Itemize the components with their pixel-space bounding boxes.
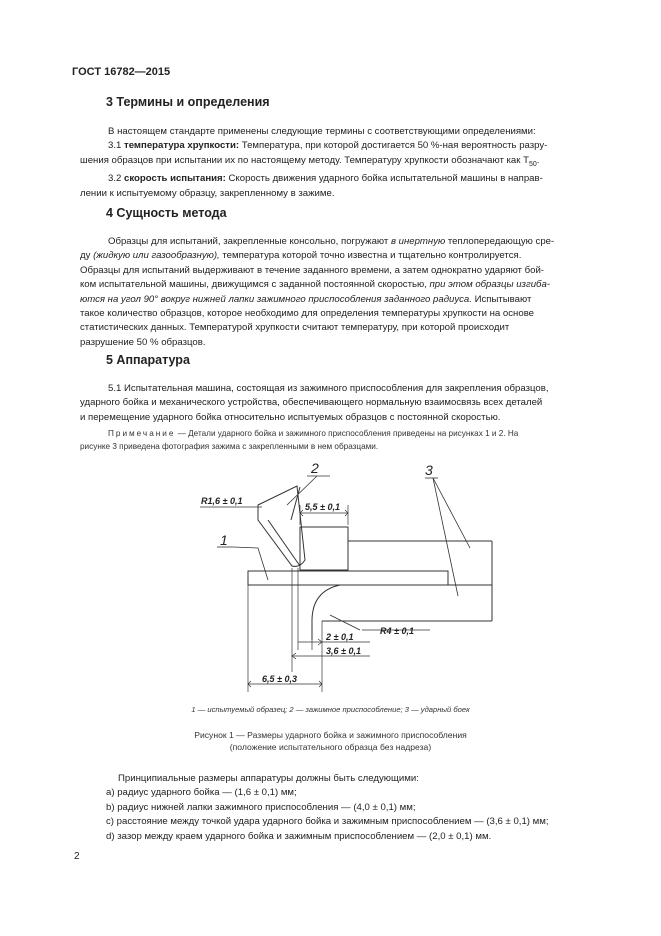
text-line: Образцы для испытаний выдерживают в течение заданного времени, а затем однократно ударяют бой- — [80, 264, 544, 276]
text-line: разрушение 50 % образцов. — [80, 336, 206, 348]
label-2: 2 — [311, 460, 319, 476]
section-3-body: В настоящем стандарте применены следующие термины с соответствующими определениями: 3.1 температура хрупкости: Температура, при которой достигается 50 %-ная вероятность разру- шения образцов при испытании их по настоящему методу. Температуру хрупкости обозначают как $T_{50}$. 3.2 скорость испытания: Скорость движения ударного бойка испытательной машины в направ- лении к испытуемому образцу, закрепленному в зажиме. — [80, 126, 548, 199]
list-item: a) радиус ударного бойка — (1,6 ± 0,1) мм; — [106, 787, 297, 799]
dim-6-5: 6,5 ± 0,3 — [262, 674, 297, 684]
note-label: Примечание — [108, 429, 176, 438]
dim-5-5: 5,5 ± 0,1 — [305, 502, 340, 512]
text-run: при этом образцы изгиба- — [429, 279, 550, 291]
dim-r4: R4 ± 0,1 — [380, 626, 414, 636]
leader-3b — [433, 478, 458, 596]
leader-1 — [233, 547, 268, 580]
section-5-title: 5 Аппаратура — [106, 353, 190, 367]
dimensions-list — [106, 772, 549, 844]
list-item: d) зазор между краем ударного бойка и зажимным приспособлением — (2,0 ± 0,1) мм. — [106, 830, 492, 842]
text-line: и перемещение ударного бойка относительно испытуемых образцов с постоянной скоростью. — [80, 411, 501, 423]
dim-2: 2 ± 0,1 — [326, 632, 354, 642]
text-run: Образцы для испытаний, закрепленные консольно, погружают — [108, 236, 391, 247]
section-5-body — [80, 382, 588, 425]
impact-blade — [258, 486, 305, 566]
term-number: 3.2 — [108, 173, 122, 185]
section-3-title: 3 Термины и определения — [106, 95, 270, 109]
term-text: лении к испытуемому образцу, закрепленному в зажиме. — [80, 187, 335, 199]
clamp-lower-foot-radius — [312, 585, 340, 621]
figure-caption-title: Рисунок 1 — Размеры ударного бойка и зажимного приспособления — [194, 730, 467, 740]
label-1: 1 — [220, 532, 228, 548]
section-4-title: 4 Сущность метода — [106, 206, 227, 220]
term-text: шения образцов при испытании их по настоящему методу. Температуру хрупкости обозначают как T — [80, 154, 529, 166]
list-item: c) расстояние между точкой удара ударного бойка и зажимным приспособлением — (3,6 ± 0,1) мм; — [106, 816, 549, 828]
term-name: скорость испытания: — [124, 173, 226, 185]
text-run: (жидкую или газообразную), — [93, 250, 220, 262]
figure-legend: 1 — испытуемый образец; 2 — зажимное приспособление; 3 — ударный боек — [191, 705, 470, 714]
text-line: ударного бойка и механического устройства, обеспечивающего нормальную взаимосвязь всех деталей — [80, 397, 543, 409]
text-run: ком испытательной машины, движущимся с заданной постоянной скоростью, — [80, 279, 430, 291]
text-run: ду — [80, 250, 94, 262]
note-text: — Детали ударного бойка и зажимного приспособления приведены на рисунках 1 и 2. На — [175, 429, 519, 438]
clamp-upper-block — [300, 527, 348, 570]
term-text: Температура, при которой достигается 50 %-ная вероятность разру- — [239, 140, 548, 152]
list-item: b) радиус нижней лапки зажимного приспособления — (4,0 ± 0,1) мм; — [106, 801, 416, 813]
figure-caption-subtitle: (положение испытательного образца без надреза) — [229, 741, 432, 752]
leader-r4 — [330, 615, 360, 630]
term-text: Скорость движения ударного бойка испытательной машины в направ- — [225, 173, 543, 185]
document-header: ГОСТ 16782—2015 — [72, 66, 171, 78]
s3-intro: В настоящем стандарте применены следующие термины с соответствующими определениями: — [108, 126, 536, 137]
text-run: температура которой точно известна и тщательно контролируется. — [219, 250, 522, 262]
text-run: Испытывают — [471, 293, 532, 305]
leader-2 — [287, 476, 317, 505]
text-line: такое количество образцов, которое необходимо для определения температуры хрупкости на основе — [80, 308, 535, 320]
leader-3a — [433, 478, 470, 548]
figure-1-drawing — [0, 455, 661, 700]
text-line: 5.1 Испытательная машина, состоящая из зажимного приспособления для закрепления образцов, — [108, 383, 549, 394]
dim-3-6: 3,6 ± 0,1 — [326, 646, 361, 656]
page-number: 2 — [74, 851, 80, 862]
text-run: в инертную — [390, 236, 446, 247]
figure-caption — [0, 730, 661, 753]
dimensions-intro: Принципиальные размеры аппаратуры должны быть следующими: — [118, 773, 419, 784]
term-name: температура хрупкости: — [124, 140, 240, 152]
dim-r1-6: R1,6 ± 0,1 — [201, 496, 243, 506]
text-run: ются на угол 90° вокруг нижней лапки зажимного приспособления заданного радиуса. — [80, 293, 472, 305]
note — [80, 428, 593, 453]
note-text: рисунке 3 приведена фотография зажима с закрепленными в нем образцами. — [80, 441, 379, 451]
text-run: теплопередающую сре- — [445, 236, 555, 247]
text-line: статистических данных. Температурой хрупкости считают температуру, при которой происходит — [80, 322, 510, 334]
term-number: 3.1 — [108, 140, 122, 152]
section-4-body — [80, 235, 588, 350]
specimen — [248, 571, 448, 585]
term-subscript: 50 — [529, 160, 537, 168]
label-3: 3 — [425, 462, 433, 478]
